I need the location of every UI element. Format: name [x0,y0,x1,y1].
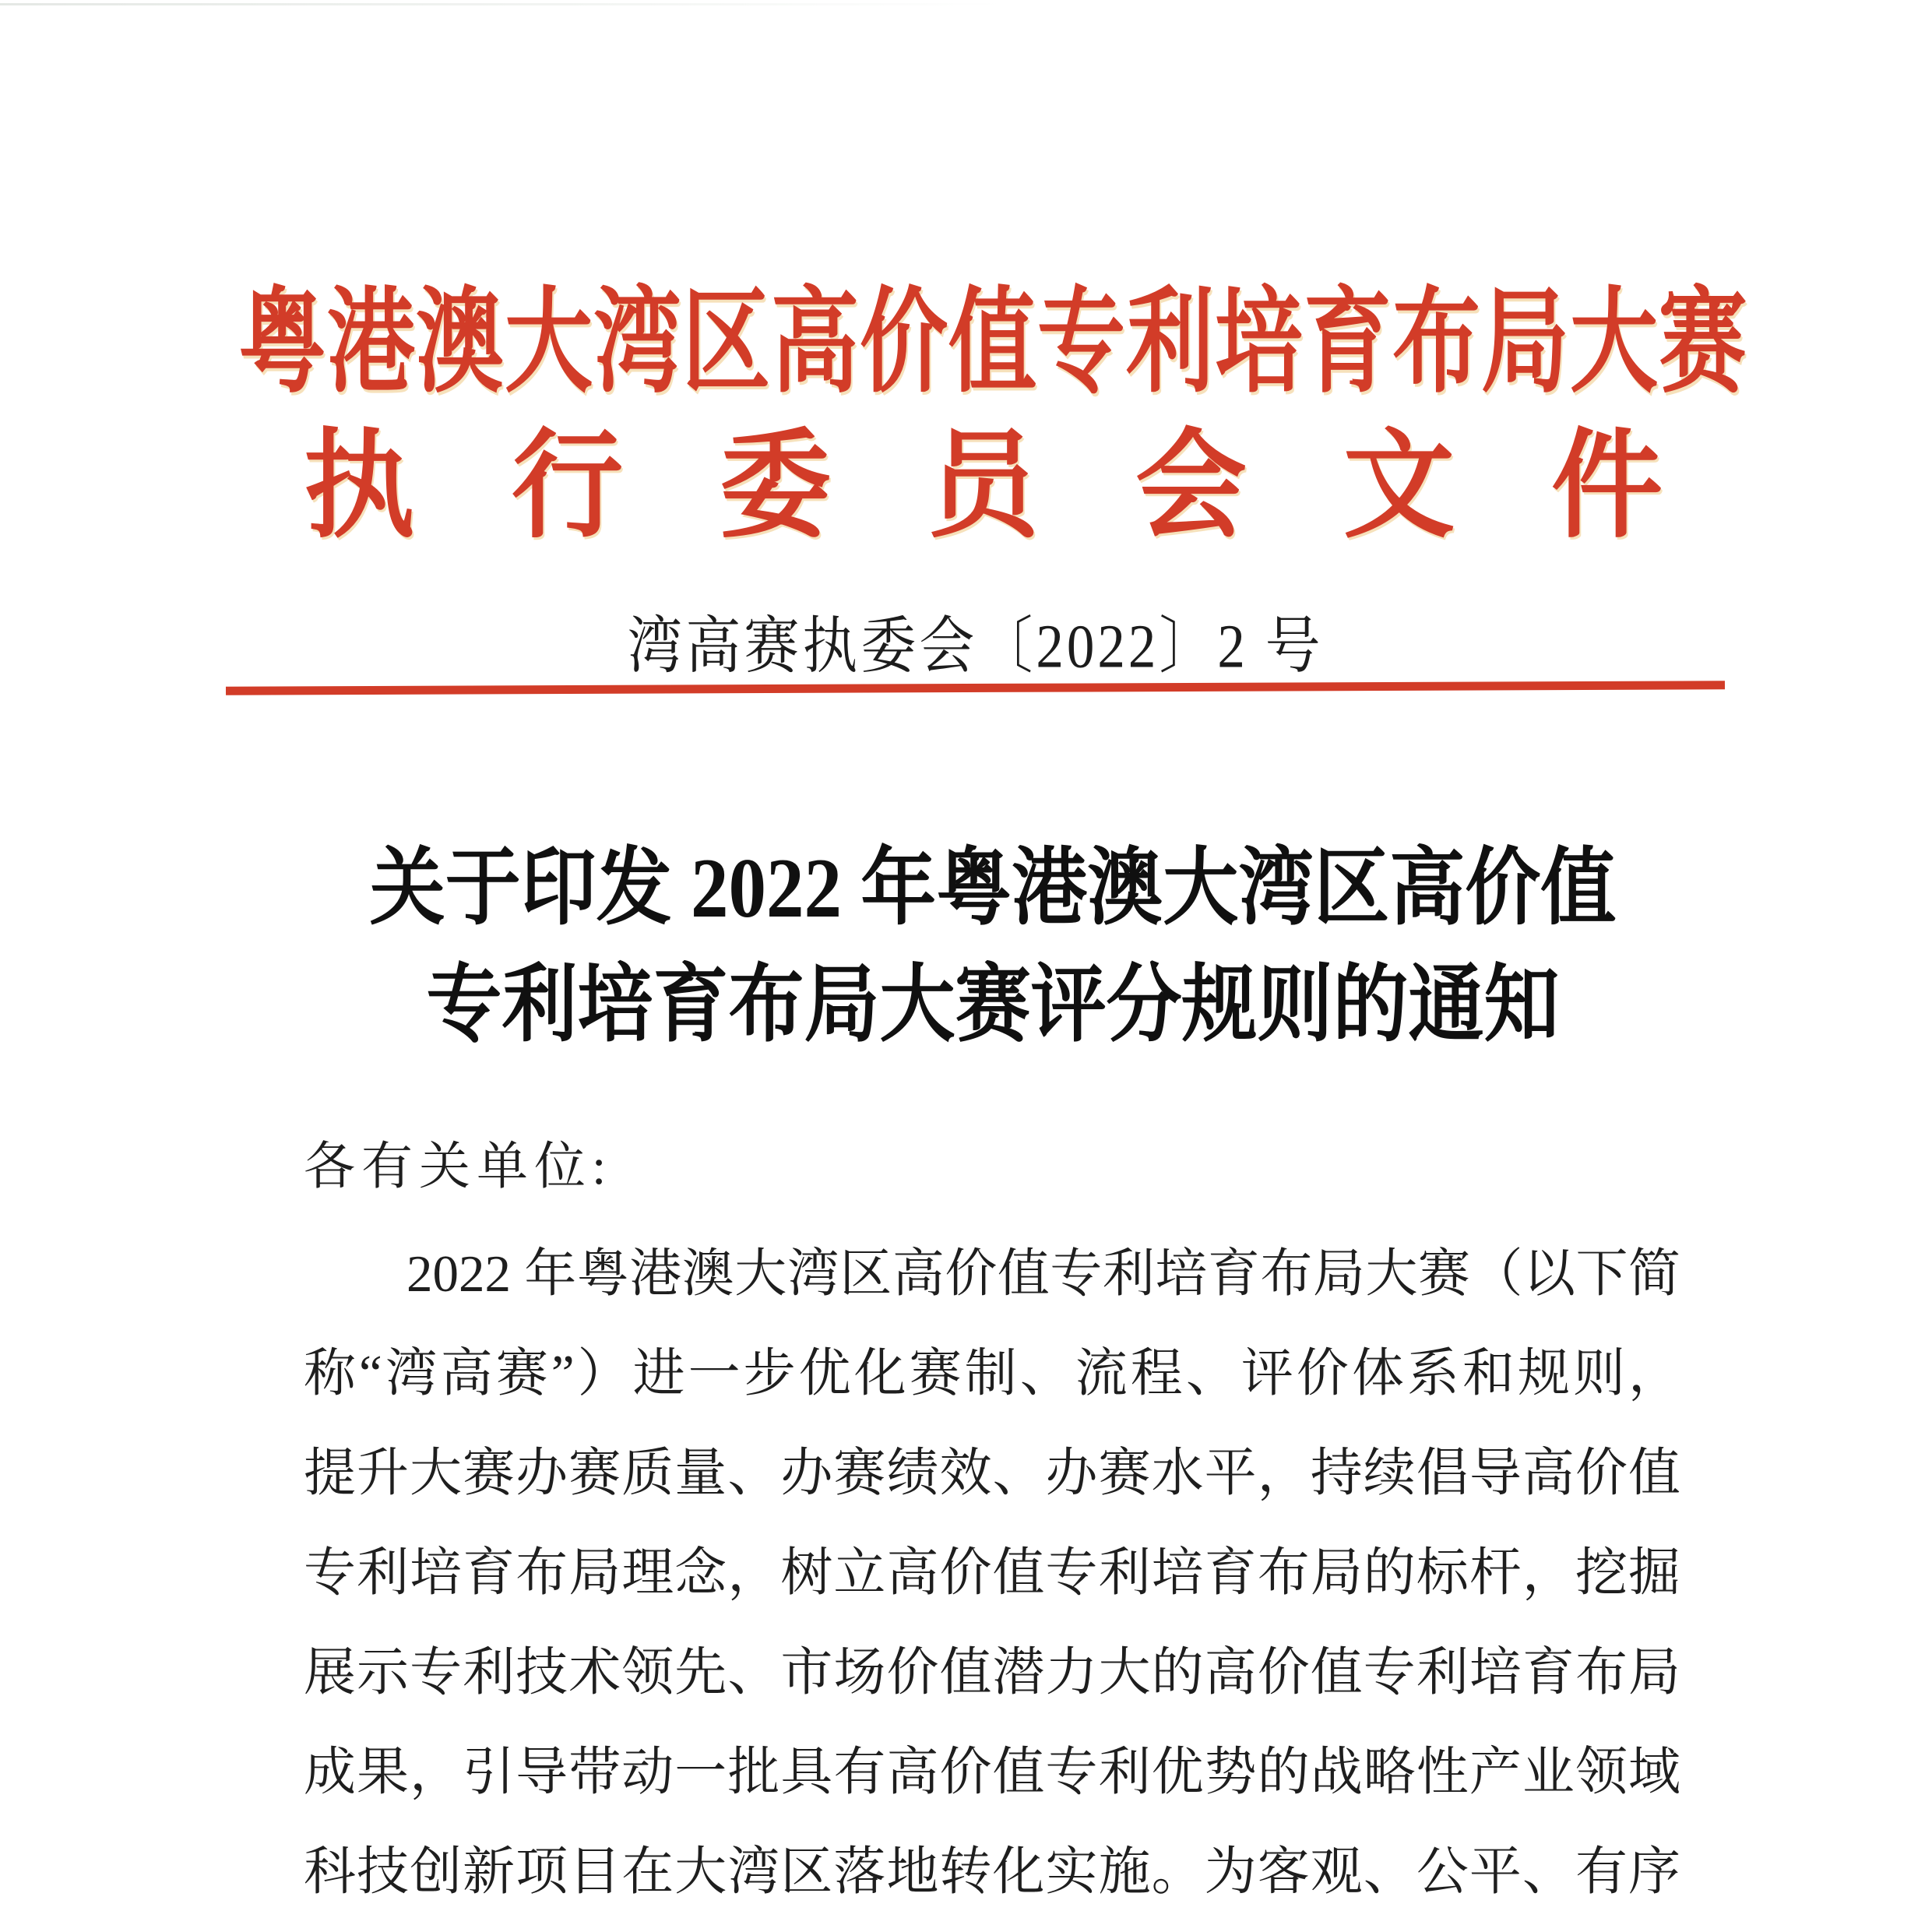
document-content [226,0,1760,1932]
body-line: 科技创新项目在大湾区落地转化实施。为客观、公平、有序 [304,1843,1680,1901]
salutation: 各有关单位: [304,1138,613,1195]
body-line: 成果，引导带动一批具有高价值专利优势的战略性产业领域 [304,1744,1680,1801]
body-line: 展示专利技术领先、市场价值潜力大的高价值专利培育布局 [304,1644,1680,1701]
body-line: 专利培育布局理念，树立高价值专利培育布局的标杆，挖掘 [304,1544,1680,1602]
body-line: 2022 年粤港澳大湾区高价值专利培育布局大赛（以下简 [406,1245,1680,1303]
body-line: 称“湾高赛”）进一步优化赛制、流程、评价体系和规则， [304,1345,1680,1402]
competition-name-header: 粤港澳大湾区高价值专利培育布局大赛 [238,280,1747,407]
notice-title [226,830,1760,1064]
notice-title-line1: 关于印发 2022 年粤港澳大湾区高价值 [369,841,1617,935]
notice-title-line2: 专利培育布局大赛评分规则的通知 [426,958,1560,1052]
document-number: 湾高赛执委会〔2022〕2 号 [627,613,1324,681]
body-paragraph [304,1224,1680,1922]
committee-header: 执行委员会文件 [304,421,1663,552]
body-line: 提升大赛办赛质量、办赛绩效、办赛水平，持续倡导高价值 [304,1445,1680,1502]
